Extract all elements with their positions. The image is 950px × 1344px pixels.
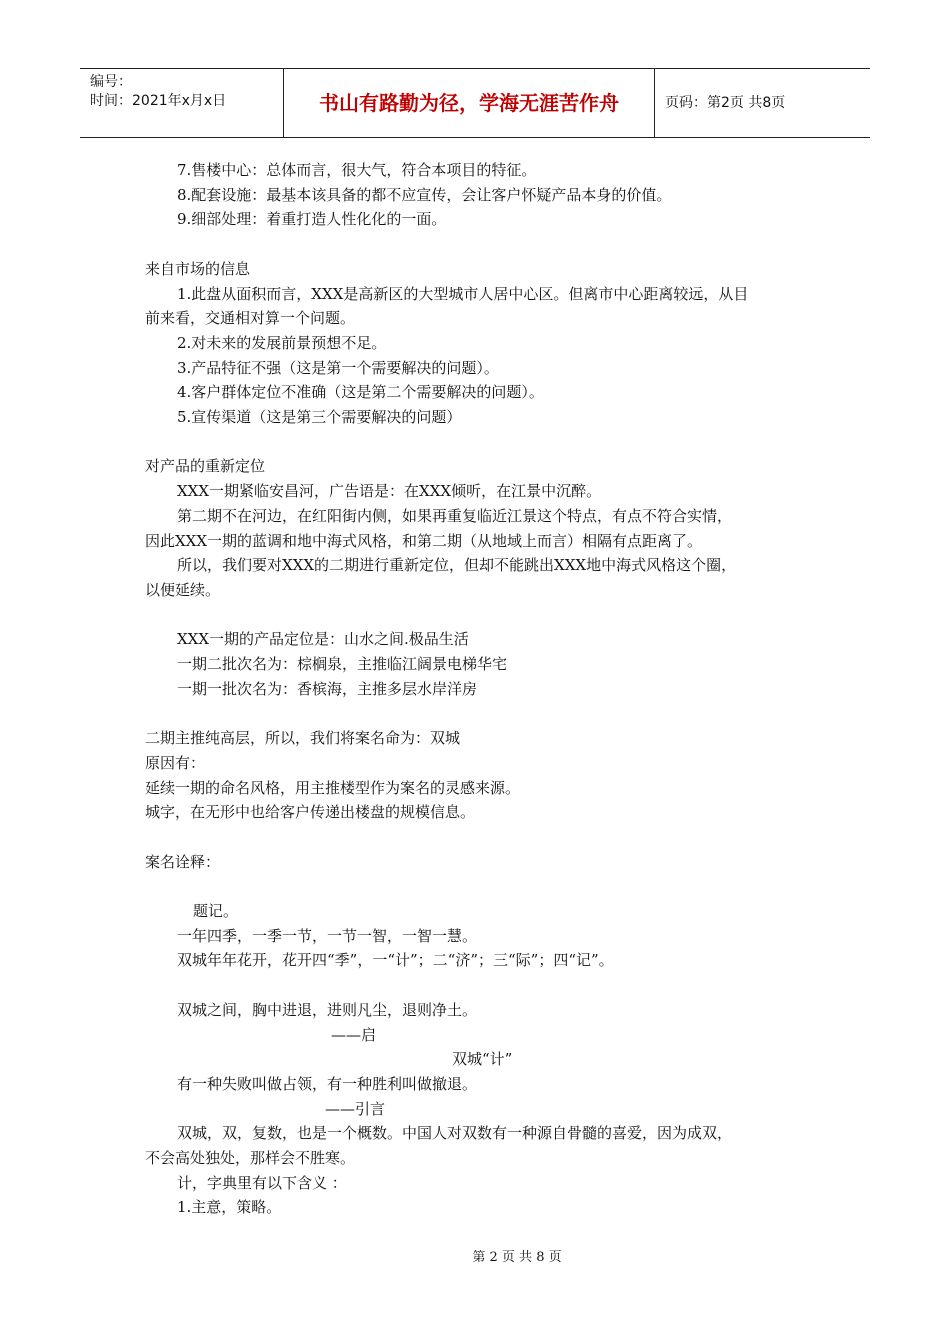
paragraph: 城字，在无形中也给客户传递出楼盘的规模信息。 <box>145 803 476 822</box>
paragraph: 计，字典里有以下含义 ： <box>177 1173 347 1192</box>
paragraph: 延续一期的命名风格，用主推楼型作为案名的灵感来源。 <box>145 778 521 797</box>
paragraph: 题记。 <box>193 902 239 920</box>
paragraph: 因此XXX一期的蓝调和地中海式风格，和第二期（从地域上而言）相隔有点距离了。 <box>145 531 703 550</box>
paragraph: 4.客户群体定位不准确（这是第二个需要解决的问题）。 <box>177 383 544 402</box>
header-motto: 书山有路勤为径，学海无涯苦作舟 <box>283 69 655 137</box>
paragraph: 1.主意，策略。 <box>177 1198 282 1217</box>
document-header <box>80 68 870 138</box>
section-heading: 来自市场的信息 <box>145 259 251 278</box>
signature-line: ——启 <box>331 1025 377 1044</box>
paragraph: 前来看，交通相对算一个问题。 <box>145 309 356 328</box>
header-info-cell <box>80 69 282 137</box>
paragraph: 双城，双，复数，也是一个概数。中国人对双数有一种源自骨髓的喜爱，因为成双， <box>177 1124 733 1143</box>
number-label: 编号： <box>90 74 132 90</box>
date-label: 时间：2021年x月x日 <box>90 93 227 109</box>
paragraph: 二期主推纯高层，所以，我们将案名命为：双城 <box>145 729 461 748</box>
paragraph: XXX一期紧临安昌河，广告语是：在XXX倾听，在江景中沉醉。 <box>177 482 602 501</box>
paragraph: XXX一期的产品定位是：山水之间.极品生活 <box>177 630 469 649</box>
paragraph: 原因有： <box>145 753 206 772</box>
paragraph: 一期一批次名为：香槟海，主推多层水岸洋房 <box>177 679 478 698</box>
paragraph: 双城年年花开，花开四“季”，一“计”；二“济”；三“际”；四“记”。 <box>177 951 614 970</box>
paragraph: 以便延续。 <box>145 580 221 599</box>
paragraph: 3.产品特征不强（这是第一个需要解决的问题）。 <box>177 358 499 377</box>
header-page-label: 页码：第2页 共8页 <box>665 95 786 111</box>
paragraph: 2.对未来的发展前景预想不足。 <box>177 333 387 352</box>
paragraph: 双城之间，胸中进退，进则凡尘，退则净土。 <box>177 1000 478 1019</box>
paragraph: 一期二批次名为：棕榈泉，主推临江阔景电梯华宅 <box>177 655 508 674</box>
paragraph: 5.宣传渠道（这是第三个需要解决的问题） <box>177 408 462 427</box>
paragraph: 7.售楼中心：总体而言，很大气，符合本项目的特征。 <box>177 161 537 179</box>
document-body <box>145 158 810 1220</box>
paragraph: 8.配套设施：最基本该具备的都不应宣传，会让客户怀疑产品本身的价值。 <box>177 185 672 204</box>
paragraph: 有一种失败叫做占领，有一种胜利叫做撤退。 <box>177 1074 478 1093</box>
paragraph: 9.细部处理：着重打造人性化化的一面。 <box>177 210 447 229</box>
paragraph: 1.此盘从面积而言，XXX是高新区的大型城市人居中心区。但离市中心距离较远，从目 <box>177 284 749 303</box>
section-heading: 对产品的重新定位 <box>145 457 266 476</box>
section-heading: 案名诠释： <box>145 852 221 871</box>
subheading: 双城“计” <box>452 1050 513 1069</box>
paragraph: 所以，我们要对XXX的二期进行重新定位，但却不能跳出XXX地中海式风格这个圈， <box>177 556 737 575</box>
signature-line: ——引言 <box>325 1099 386 1118</box>
page-footer: 第 2 页 共 8 页 <box>472 1250 562 1265</box>
paragraph: 一年四季，一季一节，一节一智，一智一慧。 <box>177 926 478 945</box>
paragraph: 不会高处独处，那样会不胜寒。 <box>145 1149 356 1168</box>
paragraph: 第二期不在河边，在红阳街内侧，如果再重复临近江景这个特点，有点不符合实情， <box>177 506 733 525</box>
